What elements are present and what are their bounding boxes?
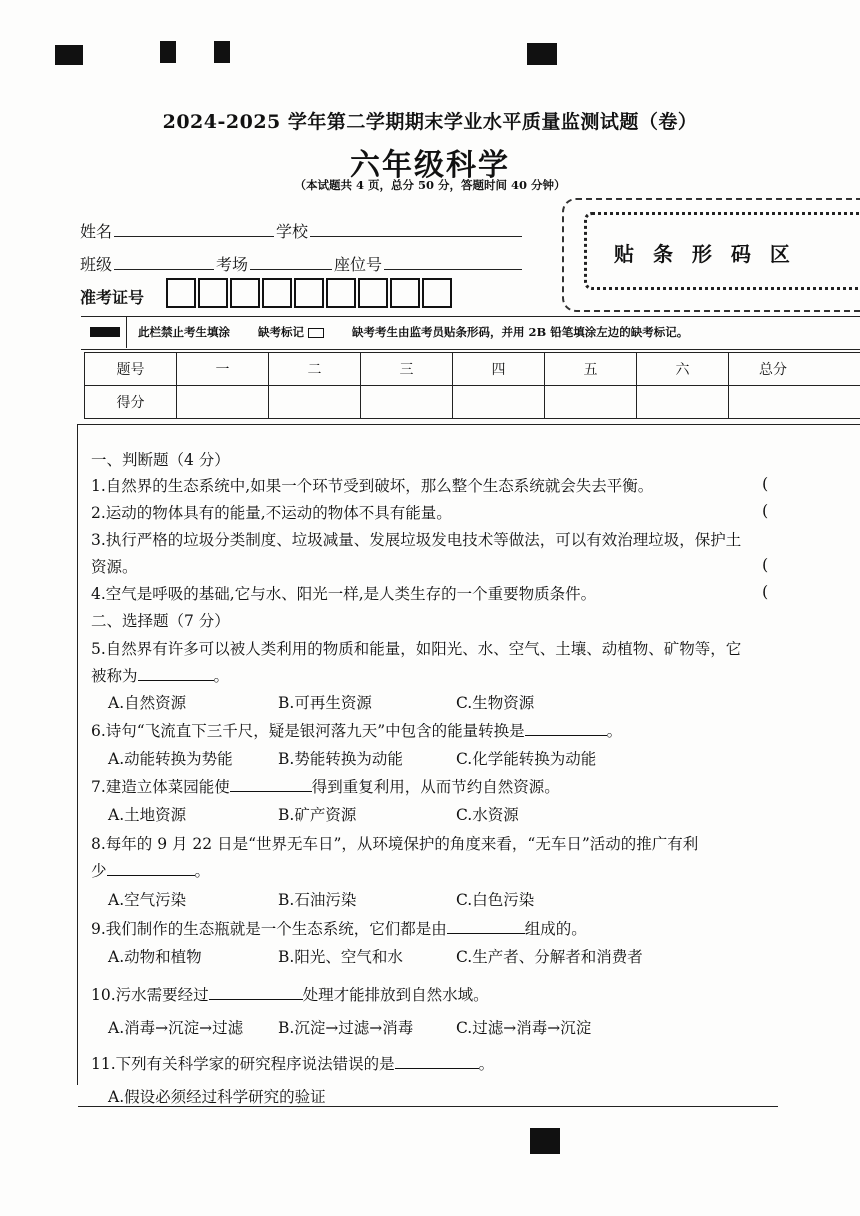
question-10-option-a: A.消毒→沉淀→过滤	[108, 1019, 244, 1037]
question-9-option-c: C.生产者、分解者和消费者	[456, 948, 643, 966]
exam-id-box[interactable]	[198, 278, 228, 308]
question-5-option-a: A.自然资源	[108, 694, 187, 712]
question-9-option-a: A.动物和植物	[108, 948, 202, 966]
exam-room-field[interactable]	[250, 269, 332, 270]
registration-mark-1	[55, 45, 83, 65]
seat-field[interactable]	[384, 269, 522, 270]
school-field[interactable]	[310, 236, 522, 237]
question-5-line-1: 5.自然界有许多可以被人类利用的物质和能量，如阳光、水、空气、土壤、动植物、矿物等，它	[91, 640, 742, 658]
question-9-end: 组成的。	[524, 920, 587, 938]
question-7	[91, 775, 560, 797]
exam-id-box[interactable]	[230, 278, 260, 308]
question-5-end: 。	[213, 667, 230, 685]
score-cell[interactable]	[269, 386, 361, 419]
question-2: 2.运动的物体具有的能量,不运动的物体不具有能量。	[91, 504, 452, 522]
score-cell[interactable]	[453, 386, 545, 419]
score-table	[84, 352, 860, 419]
answer-blank-6[interactable]	[525, 721, 607, 736]
exam-id-box[interactable]	[166, 278, 196, 308]
question-6-end: 。	[606, 722, 623, 740]
bottom-rule	[78, 1106, 778, 1107]
score-header-cell: 五	[545, 353, 637, 386]
school-label: 学校	[276, 222, 309, 241]
question-3-line-2: 资源。	[91, 558, 138, 576]
exam-id-box[interactable]	[326, 278, 356, 308]
score-cell[interactable]	[637, 386, 729, 419]
score-cell[interactable]	[361, 386, 453, 419]
question-7-end: 得到重复利用，从而节约自然资源。	[311, 778, 560, 796]
score-table-score-row	[85, 386, 860, 419]
answer-blank-10[interactable]	[209, 985, 303, 1000]
registration-mark-5	[530, 1128, 560, 1154]
question-7-option-a: A.土地资源	[108, 806, 187, 824]
question-8-option-c: C.白色污染	[456, 891, 535, 909]
question-6-option-b: B.势能转换为动能	[278, 750, 403, 768]
score-header-cell: 总分	[729, 353, 860, 386]
question-1: 1.自然界的生态系统中,如果一个环节受到破坏，那么整个生态系统就会失去平衡。	[91, 477, 654, 495]
absent-checkbox[interactable]	[308, 328, 324, 338]
question-9-text: 9.我们制作的生态瓶就是一个生态系统，它们都是由	[91, 920, 447, 938]
barcode-area-label: 贴 条 形 码 区	[614, 242, 796, 266]
answer-blank-5[interactable]	[138, 666, 214, 681]
answer-paren-4[interactable]: (	[762, 582, 769, 601]
answer-blank-9[interactable]	[447, 919, 525, 934]
question-10-option-c: C.过滤→消毒→沉淀	[456, 1019, 592, 1037]
class-field[interactable]	[114, 269, 214, 270]
question-7-option-c: C.水资源	[456, 806, 519, 824]
registration-mark-2	[160, 41, 176, 63]
question-6-text: 6.诗句“飞流直下三千尺，疑是银河落九天”中包含的能量转换是	[91, 722, 525, 740]
registration-mark-4	[527, 43, 557, 65]
section-1-title: 一、判断题（4 分）	[91, 451, 230, 469]
exam-title: 2024-2025 学年第二学期期末学业水平质量监测试题（卷）	[162, 111, 698, 133]
score-header-cell: 题号	[85, 353, 177, 386]
question-6-option-a: A.动能转换为势能	[108, 750, 233, 768]
score-header-cell: 一	[177, 353, 269, 386]
question-11-text: 11.下列有关科学家的研究程序说法错误的是	[91, 1055, 395, 1073]
notice-divider	[126, 316, 127, 348]
absent-mark-label: 缺考标记	[258, 325, 304, 339]
score-cell[interactable]	[545, 386, 637, 419]
section-2-title: 二、选择题（7 分）	[91, 612, 230, 630]
exam-id-label: 准考证号	[80, 288, 145, 307]
score-header-cell: 三	[361, 353, 453, 386]
score-header-cell: 四	[453, 353, 545, 386]
registration-mark-3	[214, 41, 230, 63]
question-8-line-1: 8.每年的 9 月 22 日是“世界无车日”，从环境保护的角度来看，“无车日”活动的推广有利	[91, 835, 699, 853]
question-9	[91, 917, 587, 939]
exam-subtitle: （本试题共 4 页，总分 50 分，答题时间 40 分钟）	[294, 178, 566, 192]
exam-id-box[interactable]	[422, 278, 452, 308]
answer-blank-8[interactable]	[107, 861, 195, 876]
exam-id-box[interactable]	[294, 278, 324, 308]
question-11-option-a: A.假设必须经过科学研究的验证	[108, 1088, 326, 1106]
answer-blank-7[interactable]	[230, 777, 312, 792]
question-4: 4.空气是呼吸的基础,它与水、阳光一样,是人类生存的一个重要物质条件。	[91, 585, 597, 603]
score-header-cell: 二	[269, 353, 361, 386]
score-cell[interactable]	[729, 386, 860, 419]
absent-mark-bar	[90, 327, 120, 337]
answer-paren-1[interactable]: (	[762, 474, 769, 493]
question-8-option-a: A.空气污染	[108, 891, 187, 909]
notice-text-1: 此栏禁止考生填涂	[138, 325, 230, 339]
notice-text-3: 缺考考生由监考员贴条形码，并用 2B 铅笔填涂左边的缺考标记。	[352, 325, 689, 339]
name-field[interactable]	[114, 236, 274, 237]
score-cell[interactable]	[177, 386, 269, 419]
question-8-end: 。	[194, 862, 211, 880]
exam-room-label: 考场	[216, 255, 249, 274]
class-label: 班级	[80, 255, 113, 274]
question-6	[91, 719, 622, 741]
question-5-text: 被称为	[91, 667, 138, 685]
question-11	[91, 1052, 494, 1074]
notice-absent-label	[258, 324, 330, 340]
question-3-line-1: 3.执行严格的垃圾分类制度、垃圾减量、发展垃圾发电技术等做法，可以有效治理垃圾，保护土	[91, 531, 742, 549]
score-header-cell: 六	[637, 353, 729, 386]
name-label: 姓名	[80, 222, 113, 241]
question-5-line-2	[91, 664, 229, 686]
exam-id-box[interactable]	[262, 278, 292, 308]
question-6-option-c: C.化学能转换为动能	[456, 750, 597, 768]
question-7-option-b: B.矿产资源	[278, 806, 357, 824]
question-5-option-c: C.生物资源	[456, 694, 535, 712]
question-8-option-b: B.石油污染	[278, 891, 357, 909]
exam-id-box[interactable]	[358, 278, 388, 308]
question-10-text: 10.污水需要经过	[91, 986, 209, 1004]
answer-paren-3[interactable]: (	[762, 555, 769, 574]
question-8-text: 少	[91, 862, 107, 880]
score-table-header-row	[85, 353, 860, 386]
score-row-label: 得分	[85, 386, 177, 419]
question-10	[91, 983, 489, 1005]
question-5-option-b: B.可再生资源	[278, 694, 372, 712]
exam-id-box[interactable]	[390, 278, 420, 308]
question-10-end: 处理才能排放到自然水域。	[302, 986, 489, 1004]
seat-label: 座位号	[334, 255, 383, 274]
question-11-end: 。	[478, 1055, 495, 1073]
question-8-line-2	[91, 859, 210, 881]
subject-title: 六年级科学	[350, 148, 510, 183]
question-10-option-b: B.沉淀→过滤→消毒	[278, 1019, 414, 1037]
answer-paren-2[interactable]: (	[762, 501, 769, 520]
question-9-option-b: B.阳光、空气和水	[278, 948, 403, 966]
answer-blank-11[interactable]	[395, 1054, 479, 1069]
question-7-text: 7.建造立体菜园能使	[91, 778, 230, 796]
